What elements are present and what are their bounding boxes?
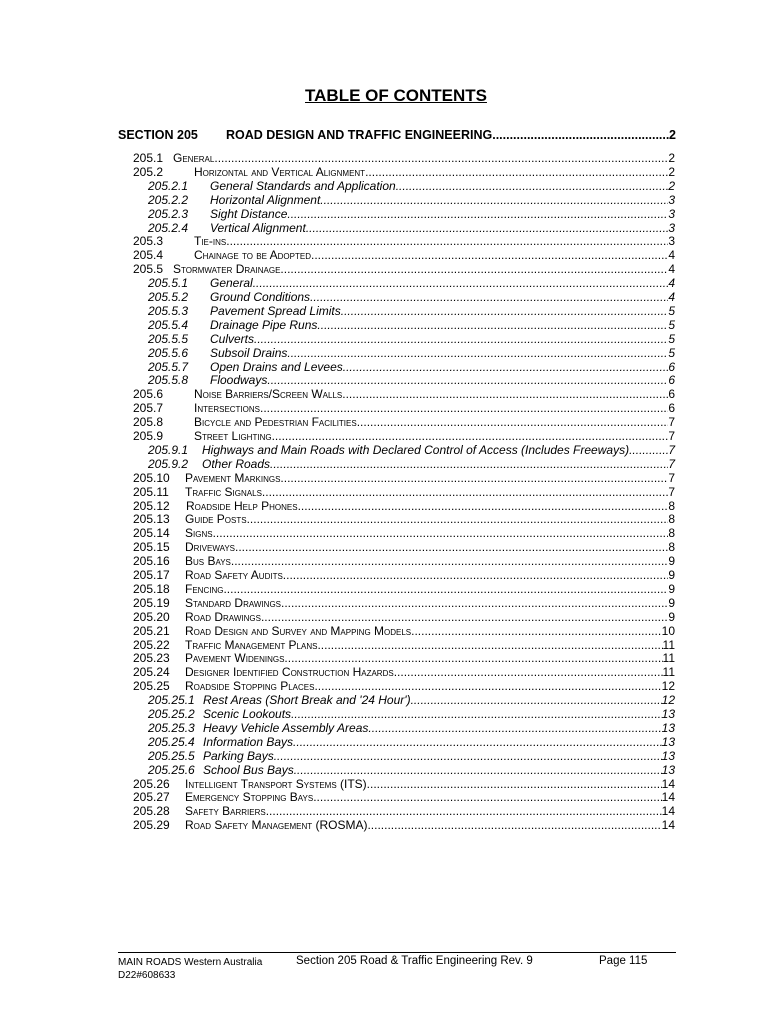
- toc-entry-page: 14: [661, 776, 675, 791]
- toc-entry-title: Pavement Widenings: [185, 651, 285, 666]
- toc-entry[interactable]: [0, 429, 768, 443]
- toc-entry[interactable]: [0, 457, 768, 471]
- toc-entry-number: 205.23: [133, 651, 170, 666]
- toc-entry-page: 8: [668, 498, 675, 513]
- toc-entry[interactable]: [0, 276, 768, 290]
- toc-entry-number: 205.10: [133, 470, 170, 485]
- toc-entry-title: Roadside Help Phones: [186, 498, 298, 513]
- toc-entry[interactable]: [0, 304, 768, 318]
- dot-leader: [267, 373, 668, 387]
- toc-entry[interactable]: [0, 638, 768, 652]
- toc-entry[interactable]: [0, 151, 768, 165]
- dot-leader: [235, 540, 668, 554]
- toc-entry-number: 205.24: [133, 665, 170, 680]
- dot-leader: [253, 276, 669, 290]
- toc-entry-number: 205.25.5: [148, 748, 195, 763]
- toc-entry-number: 205.5.3: [148, 303, 189, 318]
- toc-entry[interactable]: [0, 179, 768, 193]
- toc-entry-number: 205.2: [133, 164, 164, 179]
- toc-entry-title: Noise Barriers/Screen Walls: [194, 387, 343, 402]
- toc-entry[interactable]: [0, 346, 768, 360]
- section-page-number: 2: [669, 128, 676, 142]
- dot-leader: [298, 499, 669, 513]
- toc-entry-page: 13: [661, 707, 675, 721]
- toc-entry-page: 12: [661, 693, 675, 708]
- dot-leader: [214, 151, 668, 165]
- toc-entry-page: 3: [668, 220, 675, 235]
- dot-leader: [343, 360, 669, 374]
- toc-entry[interactable]: [0, 387, 768, 401]
- dot-leader: [213, 526, 669, 540]
- toc-entry-title: Pavement Spread Limits: [210, 303, 341, 318]
- toc-entry-number: 205.14: [133, 526, 170, 541]
- dot-leader: [287, 207, 668, 221]
- toc-entry-page: 7: [668, 415, 675, 430]
- toc-entry-page: 6: [668, 401, 675, 416]
- toc-entry-title: Intelligent Transport Systems (ITS): [185, 776, 367, 791]
- toc-entry-title: Chainage to be Adopted: [194, 248, 311, 263]
- dot-leader: [320, 193, 668, 207]
- dot-leader: [247, 512, 669, 526]
- toc-entry-page: 2: [668, 178, 675, 193]
- toc-entry-title: Designer Identified Construction Hazards: [185, 665, 394, 680]
- toc-entry-title: Intersections: [194, 401, 261, 416]
- dot-leader: [341, 304, 669, 318]
- toc-entry-page: 7: [668, 456, 675, 471]
- toc-entry-number: 205.5.7: [148, 359, 189, 374]
- toc-entry[interactable]: [0, 165, 768, 179]
- toc-entry-title: Bicycle and Pedestrian Facilities: [194, 415, 357, 430]
- toc-entry[interactable]: [0, 804, 768, 818]
- toc-entry-title: Floodways: [210, 373, 268, 388]
- toc-entry-number: 205.7: [133, 401, 164, 416]
- dot-leader: [306, 221, 668, 235]
- toc-entry-title: Roadside Stopping Places: [185, 679, 315, 694]
- toc-entry[interactable]: [0, 401, 768, 415]
- toc-entry[interactable]: [0, 624, 768, 638]
- toc-entry-page: 6: [668, 373, 675, 388]
- toc-entry-number: 205.1: [133, 151, 164, 165]
- toc-entry[interactable]: [0, 485, 768, 499]
- toc-entry-page: 11: [662, 665, 675, 680]
- toc-entry-number: 205.5.1: [148, 276, 189, 291]
- toc-entry[interactable]: [0, 763, 768, 777]
- dot-leader: [367, 818, 661, 832]
- toc-entry-page: 9: [668, 595, 675, 610]
- toc-entry[interactable]: [0, 373, 768, 387]
- toc-entry-page: 7: [668, 470, 675, 485]
- dot-leader: [283, 568, 669, 582]
- toc-entry-number: 205.22: [133, 637, 170, 652]
- toc-entry-number: 205.19: [133, 595, 170, 610]
- footer-org: MAIN ROADS Western Australia: [118, 957, 263, 968]
- toc-entry-number: 205.18: [133, 581, 170, 596]
- toc-entry-page: 4: [668, 290, 675, 304]
- toc-entry-page: 5: [668, 317, 675, 332]
- toc-entry-page: 2: [668, 164, 675, 179]
- toc-entry-number: 205.29: [133, 818, 170, 833]
- toc-entry[interactable]: [0, 234, 768, 248]
- toc-entry-page: 7: [668, 484, 675, 499]
- toc-entry-number: 205.6: [133, 387, 164, 402]
- dot-leader: [266, 804, 662, 818]
- toc-entry[interactable]: [0, 512, 768, 526]
- toc-entry[interactable]: [0, 443, 768, 457]
- toc-entry[interactable]: [0, 318, 768, 332]
- toc-entry-page: 5: [668, 331, 675, 346]
- toc-entry[interactable]: [0, 415, 768, 429]
- toc-entry-page: 13: [661, 748, 675, 763]
- toc-entry-number: 205.26: [133, 776, 170, 791]
- toc-entry-number: 205.21: [133, 623, 170, 638]
- dot-leader: [262, 485, 668, 499]
- footer-page: Page 115: [599, 955, 648, 967]
- toc-entry[interactable]: [0, 735, 768, 749]
- toc-entry[interactable]: [0, 777, 768, 791]
- toc-entry-page: 9: [668, 568, 675, 582]
- dot-leader: [293, 735, 662, 749]
- toc-entry-page: 8: [668, 540, 675, 555]
- dot-leader: [291, 707, 662, 721]
- dot-leader: [287, 346, 668, 360]
- toc-entry-number: 205.2.4: [148, 220, 189, 235]
- toc-entry-title: Horizontal and Vertical Alignment: [194, 164, 366, 179]
- toc-entry-number: 205.5.8: [148, 373, 189, 388]
- toc-entry-page: 6: [668, 387, 675, 402]
- dot-leader: [411, 693, 662, 707]
- toc-entry-title: Emergency Stopping Bays: [185, 790, 314, 805]
- section-title: ROAD DESIGN AND TRAFFIC ENGINEERING: [226, 128, 493, 142]
- dot-leader: [368, 721, 661, 735]
- toc-entry[interactable]: [0, 596, 768, 610]
- toc-entry-title: Subsoil Drains: [210, 345, 288, 360]
- toc-entry-number: 205.25.2: [148, 707, 195, 721]
- dot-leader: [629, 443, 668, 457]
- toc-entry-title: Highways and Main Roads with Declared Control of Access (Includes Freeways): [202, 442, 630, 457]
- toc-entry-title: General Standards and Application: [210, 178, 396, 193]
- toc-entry[interactable]: [0, 651, 768, 665]
- dot-leader: [365, 165, 668, 179]
- dot-leader: [223, 582, 668, 596]
- toc-entry-title: Driveways: [185, 540, 236, 555]
- toc-entry-title: General: [173, 151, 215, 165]
- dot-leader: [310, 290, 668, 304]
- toc-entry-title: Sight Distance: [210, 206, 288, 221]
- toc-entry-page: 2: [668, 151, 675, 165]
- toc-entry[interactable]: [0, 582, 768, 596]
- toc-entry-title: Guide Posts: [185, 512, 247, 527]
- toc-entry-number: 205.3: [133, 234, 164, 249]
- toc-entry-title: Scenic Lookouts: [203, 707, 292, 721]
- toc-entry-title: Traffic Management Plans: [185, 637, 318, 652]
- toc-entry-number: 205.9: [133, 429, 164, 443]
- dot-leader: [274, 749, 662, 763]
- toc-entry-title: Road Drawings: [185, 609, 261, 624]
- toc-entry[interactable]: [0, 665, 768, 679]
- dot-leader: [317, 638, 662, 652]
- dot-leader: [317, 318, 668, 332]
- toc-entry-page: 11: [662, 651, 675, 666]
- dot-leader: [272, 429, 669, 443]
- toc-entry-page: 11: [662, 637, 675, 652]
- toc-entry-title: Bus Bays: [185, 554, 231, 569]
- footer-doc-id: D22#608633: [118, 970, 176, 981]
- dot-leader: [270, 457, 668, 471]
- dot-leader: [311, 248, 668, 262]
- dot-leader: [261, 610, 668, 624]
- dot-leader: [367, 777, 662, 791]
- toc-entry[interactable]: [0, 221, 768, 235]
- toc-entry-title: Stormwater Drainage: [173, 262, 281, 277]
- toc-entry[interactable]: [0, 554, 768, 568]
- toc-entry-title: Other Roads: [202, 456, 271, 471]
- dot-leader: [396, 179, 669, 193]
- toc-entry-page: 9: [668, 554, 675, 569]
- toc-entry[interactable]: [0, 749, 768, 763]
- toc-entry[interactable]: [0, 610, 768, 624]
- dot-leader: [280, 262, 668, 276]
- toc-entry-title: Culverts: [210, 331, 255, 346]
- toc-entry-title: Road Safety Audits: [185, 568, 283, 582]
- toc-entry-number: 205.16: [133, 554, 170, 569]
- section-number: SECTION 205: [118, 128, 198, 142]
- toc-entry[interactable]: [0, 526, 768, 540]
- toc-entry-number: 205.5: [133, 262, 164, 277]
- toc-entry-number: 205.25.3: [148, 720, 195, 735]
- toc-entry-title: Fencing: [185, 581, 224, 596]
- toc-entry-page: 5: [668, 345, 675, 360]
- toc-entry-title: Safety Barriers: [185, 804, 266, 819]
- toc-entry-page: 12: [661, 679, 675, 694]
- toc-entry-number: 205.12: [133, 498, 170, 513]
- toc-entry-number: 205.2.1: [148, 178, 189, 193]
- toc-entry-title: Horizontal Alignment: [210, 192, 321, 207]
- toc-entry-number: 205.5.2: [148, 290, 189, 304]
- toc-entry[interactable]: [0, 193, 768, 207]
- toc-entry-title: General: [210, 276, 253, 291]
- footer-section: Section 205 Road & Traffic Engineering Rev. 9: [296, 955, 533, 967]
- dot-leader: [294, 763, 662, 777]
- toc-entry-page: 3: [668, 206, 675, 221]
- toc-entry-page: 13: [661, 762, 675, 777]
- toc-entry-page: 8: [668, 526, 675, 541]
- toc-entry[interactable]: [0, 248, 768, 262]
- toc-entry-number: 205.5.4: [148, 317, 189, 332]
- toc-entry-page: 14: [661, 790, 675, 805]
- toc-entry[interactable]: [0, 707, 768, 721]
- toc-entry-number: 205.9.1: [148, 442, 189, 457]
- toc-entry-page: 6: [668, 359, 675, 374]
- toc-entry-page: 14: [661, 804, 675, 819]
- toc-entry[interactable]: [0, 262, 768, 276]
- toc-entry-number: 205.25.1: [148, 693, 195, 708]
- toc-entry-number: 205.5.6: [148, 345, 189, 360]
- toc-entry-page: 7: [668, 429, 675, 443]
- toc-entry-page: 13: [661, 734, 675, 749]
- toc-entry-title: Rest Areas (Short Break and '24 Hour'): [203, 693, 411, 708]
- toc-entry[interactable]: [0, 540, 768, 554]
- toc-entry-number: 205.8: [133, 415, 164, 430]
- toc-entry-number: 205.28: [133, 804, 170, 819]
- toc-entry-title: Pavement Markings: [185, 470, 281, 485]
- toc-entry-title: Tie-ins: [194, 234, 227, 249]
- toc-entry[interactable]: [0, 721, 768, 735]
- toc-entry-number: 205.15: [133, 540, 170, 555]
- toc-entry-title: Vertical Alignment: [210, 220, 306, 235]
- toc-entry-number: 205.27: [133, 790, 170, 805]
- dot-leader: [254, 332, 668, 346]
- toc-entry-title: Road Design and Survey and Mapping Models: [185, 623, 412, 638]
- toc-entry-title: Signs: [185, 526, 213, 541]
- toc-entry[interactable]: [0, 290, 768, 304]
- toc-entry-title: Standard Drawings: [185, 595, 282, 610]
- toc-entry-page: 5: [668, 303, 675, 318]
- toc-entry-number: 205.2.2: [148, 192, 189, 207]
- toc-entry-page: 13: [661, 720, 675, 735]
- toc-entry-number: 205.20: [133, 609, 170, 624]
- toc-entry-page: 8: [668, 512, 675, 527]
- page-title: TABLE OF CONTENTS: [305, 86, 487, 105]
- dot-leader: [313, 790, 661, 804]
- toc-entry[interactable]: [0, 790, 768, 804]
- toc-entry-number: 205.11: [133, 484, 169, 499]
- toc-entry-page: 4: [668, 276, 675, 291]
- toc-entry-title: Ground Conditions: [210, 290, 311, 304]
- dot-leader: [281, 596, 668, 610]
- toc-entry-title: Parking Bays: [203, 748, 274, 763]
- toc-entry-title: School Bus Bays: [203, 762, 294, 777]
- toc-entry-title: Drainage Pipe Runs: [210, 317, 318, 332]
- toc-entry-page: 3: [668, 234, 675, 249]
- toc-entry-number: 205.4: [133, 248, 164, 263]
- toc-section-heading[interactable]: [118, 128, 676, 144]
- toc-entry-page: 14: [661, 818, 675, 833]
- toc-entry-page: 4: [668, 262, 675, 277]
- dot-leader: [226, 234, 668, 248]
- toc-entry-page: 10: [661, 623, 675, 638]
- toc-entry-title: Information Bays: [203, 734, 294, 749]
- toc-entry[interactable]: [0, 360, 768, 374]
- toc-entry-title: Heavy Vehicle Assembly Areas: [203, 720, 369, 735]
- toc-entry-number: 205.5.5: [148, 331, 189, 346]
- footer-divider: [118, 952, 676, 953]
- dot-leader: [342, 387, 668, 401]
- toc-entry-number: 205.25.6: [148, 762, 195, 777]
- toc-entry-page: 9: [668, 581, 675, 596]
- toc-entry-number: 205.9.2: [148, 456, 189, 471]
- dot-leader: [260, 401, 668, 415]
- toc-entry[interactable]: [0, 332, 768, 346]
- toc-entry-number: 205.25.4: [148, 734, 195, 749]
- toc-entry-title: Road Safety Management (ROSMA): [185, 818, 368, 833]
- toc-entry-page: 7: [668, 442, 675, 457]
- toc-entry-number: 205.17: [133, 568, 170, 582]
- toc-entry[interactable]: [0, 207, 768, 221]
- toc-entry-title: Street Lighting: [194, 429, 272, 443]
- toc-entry[interactable]: [0, 693, 768, 707]
- toc-entry-page: 4: [668, 248, 675, 263]
- dot-leader: [492, 128, 669, 142]
- toc-entry[interactable]: [0, 499, 768, 513]
- toc-entry-number: 205.25: [133, 679, 170, 694]
- dot-leader: [231, 554, 668, 568]
- toc-entry[interactable]: [0, 818, 768, 832]
- dot-leader: [314, 679, 661, 693]
- toc-entry-title: Open Drains and Levees: [210, 359, 343, 374]
- toc-entry-number: 205.2.3: [148, 206, 189, 221]
- toc-entry[interactable]: [0, 471, 768, 485]
- dot-leader: [284, 651, 662, 665]
- toc-entry[interactable]: [0, 679, 768, 693]
- dot-leader: [280, 471, 668, 485]
- dot-leader: [357, 415, 669, 429]
- dot-leader: [411, 624, 662, 638]
- dot-leader: [394, 665, 663, 679]
- toc-entry[interactable]: [0, 568, 768, 582]
- toc-entry-page: 3: [668, 192, 675, 207]
- toc-entry-page: 9: [668, 609, 675, 624]
- toc-entry-title: Traffic Signals: [185, 484, 262, 499]
- toc-entry-number: 205.13: [133, 512, 170, 527]
